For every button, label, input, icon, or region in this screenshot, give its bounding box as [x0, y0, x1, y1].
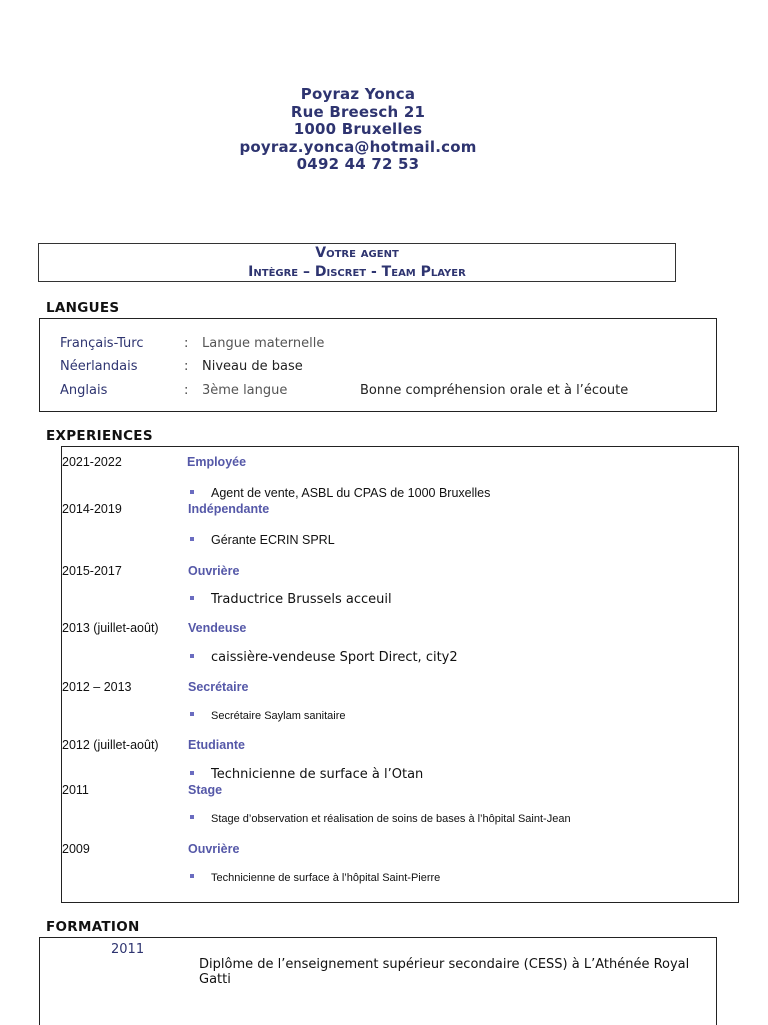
language-separator: :: [184, 383, 189, 398]
address-street: Rue Breesch 21: [290, 102, 426, 121]
experience-date: 2021-2022: [62, 455, 122, 469]
language-note: Bonne compréhension orale et à l’écoute: [360, 383, 629, 398]
language-level: Niveau de base: [202, 359, 303, 374]
experience-detail: Stage d’observation et réalisation de soins de bases à l’hôpital Saint-Jean: [190, 813, 571, 825]
language-separator: :: [184, 336, 189, 351]
bullet-icon: [190, 712, 194, 716]
experience-role: Secrétaire: [188, 680, 249, 694]
experience-detail: Technicienne de surface à l’Otan: [190, 767, 423, 782]
bullet-icon: [190, 654, 194, 658]
language-name: Néerlandais: [60, 359, 138, 374]
language-separator: :: [184, 359, 189, 374]
formation-diploma: Diplôme de l’enseignement supérieur secondaire (CESS) à L’Athénée Royal Gatti: [199, 957, 690, 987]
experience-role: Indépendante: [188, 502, 270, 516]
formation-title: FORMATION: [46, 919, 140, 935]
experience-date: 2015-2017: [62, 564, 122, 578]
experience-date: 2009: [62, 842, 90, 856]
experience-role: Employée: [187, 455, 247, 469]
experiences-box: [61, 446, 739, 903]
experience-role: Stage: [188, 783, 223, 797]
email-address: poyraz.yonca@hotmail.com: [239, 137, 477, 156]
experience-date: 2011: [62, 783, 89, 797]
language-name: Français-Turc: [60, 336, 144, 351]
agent-line-1: Votre agent: [315, 245, 399, 261]
experience-role: Etudiante: [188, 738, 245, 752]
experience-detail: caissière-vendeuse Sport Direct, city2: [190, 650, 458, 665]
experience-detail: Traductrice Brussels acceuil: [190, 592, 392, 607]
bullet-icon: [190, 490, 194, 494]
experience-date: 2012 – 2013: [62, 680, 132, 694]
agent-line-2: Intègre – Discret - Team Player: [248, 264, 466, 280]
phone-number: 0492 44 72 53: [296, 155, 420, 173]
agent-summary-box: [38, 243, 676, 282]
formation-year: 2011: [111, 942, 145, 957]
langues-title: LANGUES: [46, 300, 120, 316]
experience-detail: Gérante ECRIN SPRL: [190, 533, 335, 547]
experience-role: Vendeuse: [188, 621, 247, 635]
address-city: 1000 Bruxelles: [293, 120, 423, 138]
bullet-icon: [190, 815, 194, 819]
experiences-title: EXPERIENCES: [46, 428, 153, 444]
bullet-icon: [190, 596, 194, 600]
candidate-name: Poyraz Yonca: [300, 85, 416, 103]
experience-date: 2014-2019: [62, 502, 122, 516]
language-level: Langue maternelle: [202, 336, 325, 351]
experience-role: Ouvrière: [188, 564, 240, 578]
language-level: 3ème langue: [202, 383, 288, 398]
contact-header: [0, 86, 716, 174]
experience-detail: Technicienne de surface à l’hôpital Saint-Pierre: [190, 872, 440, 884]
experience-date: 2012 (juillet-août): [62, 738, 159, 752]
language-name: Anglais: [60, 383, 108, 398]
experience-date: 2013 (juillet-août): [62, 621, 159, 635]
experience-role: Ouvrière: [188, 842, 240, 856]
experience-detail: Secrétaire Saylam sanitaire: [190, 710, 346, 722]
bullet-icon: [190, 771, 194, 775]
bullet-icon: [190, 537, 194, 541]
bullet-icon: [190, 874, 194, 878]
experience-detail: Agent de vente, ASBL du CPAS de 1000 Bruxelles: [190, 486, 490, 500]
